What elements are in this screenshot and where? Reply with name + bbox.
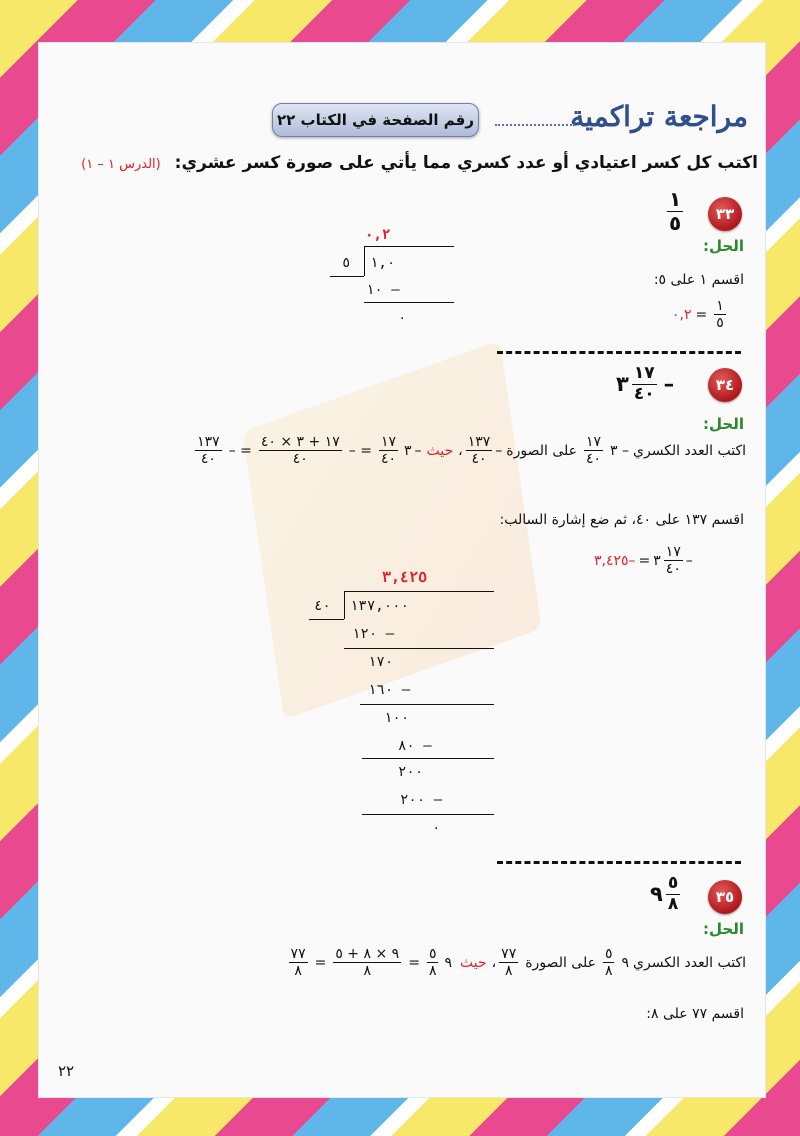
q34-division-bar [344,591,494,592]
denominator: ٤٠ [665,561,681,578]
denominator: ٤٠ [471,451,487,468]
q34-step: اقسم ١٣٧ على ٤٠، ثم ضع إشارة السالب: [499,512,744,528]
text: = – [348,442,372,459]
page-number: ٢٢ [58,1062,75,1080]
q34-divisor-underline [309,619,344,620]
numerator: ١٣٧ [197,434,220,450]
q33-dividend: ١,٠ [370,255,396,271]
q33-division-bar [364,246,454,247]
text: حيث [460,954,487,971]
q34-mixed-number [616,364,674,404]
text: اكتب العدد الكسري [633,954,746,971]
denominator: ٥ [716,315,724,332]
lesson-reference: (الدرس ١ – ١) [81,157,161,172]
q34-conversion-line [92,434,746,467]
numerator: ١٧ + ٣ × ٤٠ [260,434,340,450]
q33-subtract: ١٠ – [366,282,400,298]
text: على الصورة [506,442,577,459]
equals-sign: = [408,954,420,971]
denominator: ٤٠ [380,451,396,468]
text: على الصورة [525,954,596,971]
q34-step-line [362,758,494,759]
q35-solution-label: الحل: [703,920,744,938]
section-divider [497,351,741,354]
denominator: ٤٠ [633,383,655,404]
text: ، [491,954,497,971]
text: ٩ [444,954,452,971]
numerator: ٧٧ [290,946,306,962]
q34-step-row: ٨٠ – [398,738,432,754]
q34-division-bracket [344,591,345,619]
text: = – [228,442,252,459]
section-divider [497,861,741,864]
denominator: ٥ [669,211,682,235]
question-number: ٣٣ [715,205,735,223]
q33-result [672,298,729,331]
q34-step-line [360,704,494,705]
equals-sign: = [638,552,651,569]
numerator: ٥ [667,873,679,893]
q34-step-line [344,648,494,649]
instruction-text: اكتب كل كسر اعتيادي أو عدد كسري مما يأتي على صورة كسر عشري: [174,153,758,173]
q34-remainder: ٠ [432,820,441,836]
numerator: ١٧ [633,363,655,383]
text: – [495,442,503,459]
q34-result [594,544,693,577]
denominator: ٨ [363,963,372,980]
minus-sign: – [685,552,693,569]
equals-sign: = [314,954,327,971]
question-number: ٣٥ [715,888,735,906]
q33-step: اقسم ١ على ٥: [653,272,744,288]
book-page-reference [272,103,479,137]
q33-remainder: ٠ [398,310,407,326]
q33-divisor: ٥ [342,255,351,271]
numerator: ٩ × ٨ + ٥ [335,946,400,962]
q34-step-row: ١٦٠ – [368,682,411,698]
q34-step-row: ١٧٠ [368,654,394,670]
denominator: ٤٠ [292,451,308,468]
numerator: ١ [716,298,724,314]
q33-subtract-line [364,302,454,303]
q35-mixed-number [650,874,683,914]
numerator: ١٣٧ [467,434,491,450]
q35-step: اقسم ٧٧ على ٨: [646,1006,744,1022]
numerator: ٧٧ [501,946,517,962]
denominator: ٤٠ [200,451,216,468]
text: – ٣ [610,442,630,459]
text: ، [458,442,463,459]
q34-solution-label: الحل: [703,415,744,433]
q34-step-row: ١٠٠ [384,710,410,726]
denominator: ٨ [604,963,613,980]
text: – [414,442,422,459]
question-badge-35 [708,880,742,914]
text: حيث [426,442,454,459]
whole-part: ٩ [650,882,663,907]
denominator: ٨ [294,963,302,980]
result-value: ٠,٢ [672,306,692,323]
whole-part: ٣ [616,372,629,397]
q33-solution-label: الحل: [703,237,744,255]
section-title: مراجعة تراكمية [570,100,748,133]
text: اكتب العدد الكسري [633,442,746,459]
question-number: ٣٤ [715,376,735,394]
numerator: ٥ [428,946,437,962]
numerator: ١٧ [665,544,681,560]
q34-step-row: ١٢٠ – [352,626,395,642]
q34-step-line [362,814,494,815]
text: ٣ [403,442,412,459]
minus-sign: – [663,372,675,397]
denominator: ٨ [667,893,679,914]
numerator: ١٧ [380,434,396,450]
equals-sign: = [695,306,708,323]
text: ٩ [621,954,630,971]
q34-step-row: ٢٠٠ – [400,792,443,808]
q35-conversion-line [226,946,746,979]
numerator: ١ [669,187,682,211]
denominator: ٨ [504,963,513,980]
question-badge-33 [708,197,742,231]
title-dotted-line [495,124,575,126]
book-page-reference-text: رقم الصفحة في الكتاب ٢٢ [276,111,474,129]
q34-quotient: ٣,٤٢٥ [382,568,428,586]
q34-dividend: ١٣٧,٠٠٠ [350,598,410,614]
instruction-line [81,153,758,173]
q33-fraction [664,188,686,235]
result-value: –٣,٤٢٥ [594,552,636,569]
numerator: ١٧ [585,434,602,450]
q34-divisor: ٤٠ [314,598,331,614]
q34-step-row: ٢٠٠ [398,764,424,780]
q33-division-bracket [364,246,365,276]
q33-divisor-underline [330,276,364,277]
whole-part: ٣ [653,552,661,569]
question-badge-34 [708,368,742,402]
numerator: ٥ [604,946,613,962]
denominator: ٤٠ [585,451,602,468]
denominator: ٨ [428,963,437,980]
q33-quotient: ٠,٢ [365,227,391,243]
